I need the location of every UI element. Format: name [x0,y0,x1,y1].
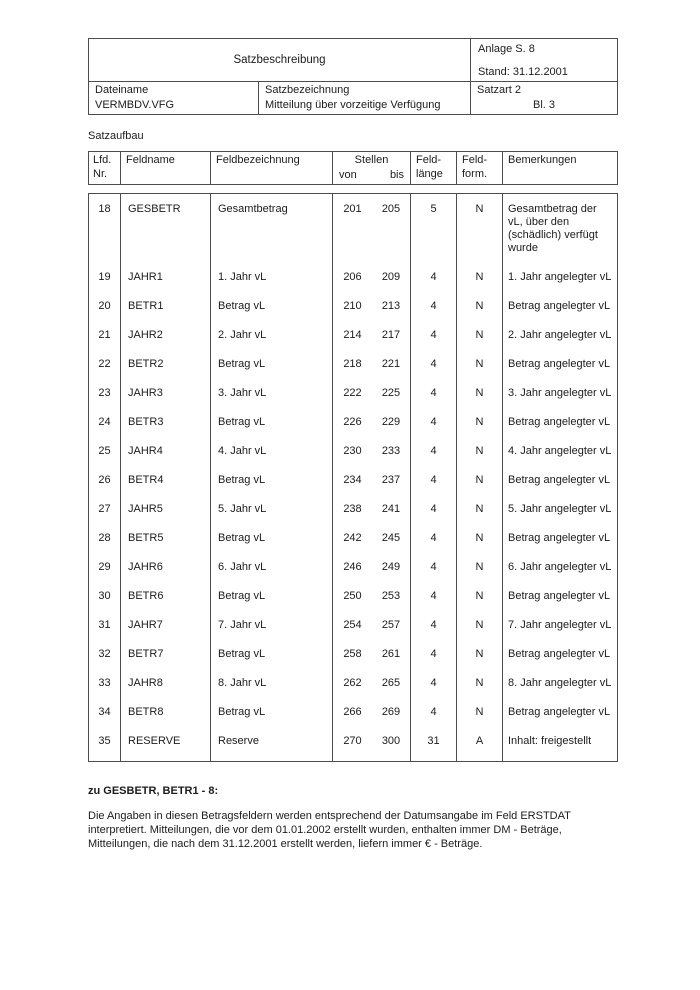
cell-feldform: N [457,610,503,639]
cell-feldbezeichnung: 7. Jahr vL [211,610,333,639]
table-row [89,639,617,668]
col-header-feldname: Feldname [121,152,211,184]
section-title: Satzaufbau [88,130,144,142]
cell-feldname: GESBETR [121,194,211,262]
cell-stellen-von: 254 [343,619,362,631]
field-table-body [88,193,618,762]
cell-feldlaenge: 4 [411,494,457,523]
table-row [89,697,617,726]
cell-lfd-nr: 33 [89,668,121,697]
stand-label: Stand: 31.12.2001 [478,66,568,78]
cell-stellen-bis: 237 [372,465,411,494]
col-header-feldform-line2: form. [462,167,488,180]
cell-stellen-bis: 241 [372,494,411,523]
cell-feldname: BETR5 [121,523,211,552]
cell-feldform: N [457,407,503,436]
cell-stellen-von: 214 [343,329,362,341]
cell-feldlaenge: 4 [411,581,457,610]
anlage-label: Anlage S. 8 [478,43,535,55]
cell-lfd-nr: 35 [89,726,121,761]
dateiname-cell [89,82,259,114]
col-header-feldlaenge-line1: Feld- [416,154,442,166]
cell-bemerkung: Betrag angelegter vL [508,300,611,312]
col-header-lfd-line2: Nr. [93,167,108,180]
cell-bemerkung: Betrag angelegter vL [508,358,611,370]
cell-stellen-von: 238 [343,503,362,515]
cell-stellen-bis: 269 [372,697,411,726]
cell-stellen-von: 266 [343,706,362,718]
cell-bemerkung: Inhalt: freigestellt [508,735,592,747]
cell-feldform: N [457,552,503,581]
cell-feldname: RESERVE [121,726,211,761]
cell-feldname: BETR4 [121,465,211,494]
cell-stellen-bis: 249 [372,552,411,581]
cell-feldform: N [457,523,503,552]
cell-feldlaenge: 4 [411,436,457,465]
cell-bemerkung: 2. Jahr angelegter vL [508,329,612,341]
cell-feldlaenge: 4 [411,523,457,552]
cell-stellen-von: 234 [343,474,362,486]
cell-feldname: BETR7 [121,639,211,668]
cell-bemerkung: 7. Jahr angelegter vL [508,619,612,631]
cell-feldbezeichnung: Betrag vL [211,639,333,668]
col-header-von: von [339,168,357,181]
cell-bemerkung: 4. Jahr angelegter vL [508,445,612,457]
dateiname-label: Dateiname [95,84,149,96]
cell-feldlaenge: 4 [411,668,457,697]
cell-bemerkung: Betrag angelegter vL [508,532,611,544]
cell-feldbezeichnung: Betrag vL [211,407,333,436]
cell-feldname: JAHR4 [121,436,211,465]
cell-lfd-nr: 31 [89,610,121,639]
satzbezeichnung-value: Mitteilung über vorzeitige Verfügung [265,99,441,111]
cell-lfd-nr: 26 [89,465,121,494]
cell-stellen-bis: 261 [372,639,411,668]
col-header-feldlaenge-line2: länge [416,167,443,180]
cell-feldlaenge: 4 [411,639,457,668]
header-meta-cell [471,39,617,81]
field-table-header [88,151,618,185]
cell-feldname: BETR1 [121,291,211,320]
cell-feldlaenge: 4 [411,407,457,436]
cell-stellen-bis: 213 [372,291,411,320]
satzart-label: Satzart 2 [477,84,522,96]
cell-feldbezeichnung: Betrag vL [211,581,333,610]
table-row [89,349,617,378]
cell-feldbezeichnung: 4. Jahr vL [211,436,333,465]
table-row [89,378,617,407]
cell-feldform: N [457,291,503,320]
cell-feldform: N [457,494,503,523]
cell-feldbezeichnung: Betrag vL [211,349,333,378]
cell-feldbezeichnung: Betrag vL [211,523,333,552]
cell-stellen-von: 201 [343,203,362,215]
col-header-feldform [457,152,503,184]
table-row [89,610,617,639]
table-row [89,262,617,291]
cell-stellen-bis: 209 [372,262,411,291]
cell-feldname: BETR6 [121,581,211,610]
footnote-heading: zu GESBETR, BETR1 - 8: [88,785,219,797]
cell-feldbezeichnung: 1. Jahr vL [211,262,333,291]
cell-feldlaenge: 4 [411,291,457,320]
table-row [89,523,617,552]
cell-feldbezeichnung: Reserve [211,726,333,761]
cell-feldform: N [457,639,503,668]
cell-stellen-bis: 253 [372,581,411,610]
document-title: Satzbeschreibung [89,39,471,81]
cell-bemerkung: 8. Jahr angelegter vL [508,677,612,689]
dateiname-value: VERMBDV.VFG [95,99,175,111]
col-header-feldform-line1: Feld- [462,154,488,166]
cell-bemerkung: Betrag angelegter vL [508,474,611,486]
cell-feldbezeichnung: 3. Jahr vL [211,378,333,407]
cell-feldname: BETR3 [121,407,211,436]
cell-bemerkung: 1. Jahr angelegter vL [508,271,612,283]
cell-feldlaenge: 4 [411,262,457,291]
table-row [89,320,617,349]
header-row-1 [89,39,617,81]
cell-feldbezeichnung: 6. Jahr vL [211,552,333,581]
cell-feldform: N [457,436,503,465]
document-content [88,38,618,851]
cell-stellen-von: 222 [343,387,362,399]
cell-feldname: JAHR3 [121,378,211,407]
col-header-feldlaenge [411,152,457,184]
col-header-bis: bis [389,168,404,181]
cell-feldform: N [457,262,503,291]
col-header-von-bis [333,169,410,185]
cell-feldbezeichnung: Betrag vL [211,291,333,320]
table-row [89,581,617,610]
cell-stellen-von: 262 [343,677,362,689]
cell-feldlaenge: 4 [411,697,457,726]
cell-stellen-bis: 257 [372,610,411,639]
cell-feldlaenge: 4 [411,610,457,639]
table-row [89,436,617,465]
cell-feldform: N [457,581,503,610]
cell-lfd-nr: 27 [89,494,121,523]
table-row [89,194,617,262]
cell-lfd-nr: 18 [89,194,121,262]
cell-lfd-nr: 30 [89,581,121,610]
table-row [89,668,617,697]
satzbezeichnung-cell [259,82,471,114]
cell-feldform: N [457,320,503,349]
cell-feldname: BETR2 [121,349,211,378]
cell-feldform: N [457,378,503,407]
cell-stellen-von: 206 [343,271,362,283]
header-row-2 [89,81,617,114]
cell-bemerkung: 3. Jahr angelegter vL [508,387,612,399]
cell-stellen-von: 246 [343,561,362,573]
footnote-text: Die Angaben in diesen Betragsfeldern werden entsprechend der Datumsangabe im Feld ERSTDAT interpretiert. Mitteilungen, die vor dem 01.01.2002 erstellt wurden, enthalten immer DM - Beträge, Mitteilungen, die nach dem 31.12.2001 erstellt werden, liefern immer € - Beträge. [88,810,571,850]
cell-bemerkung: 6. Jahr angelegter vL [508,561,612,573]
cell-bemerkung: Betrag angelegter vL [508,416,611,428]
cell-bemerkung: Gesamtbetrag der vL, über den (schädlich) verfügt wurde [508,203,598,254]
col-header-lfd-line1: Lfd. [93,154,112,166]
col-header-bemerkungen: Bemerkungen [508,154,577,166]
cell-feldlaenge: 31 [411,726,457,761]
cell-feldlaenge: 4 [411,378,457,407]
cell-stellen-bis: 221 [372,349,411,378]
cell-feldname: JAHR2 [121,320,211,349]
cell-feldbezeichnung: Betrag vL [211,465,333,494]
cell-bemerkung: Betrag angelegter vL [508,590,611,602]
cell-feldlaenge: 5 [411,194,457,262]
cell-stellen-von: 270 [343,735,362,747]
col-header-feldbezeichnung: Feldbezeichnung [211,152,333,184]
cell-stellen-bis: 300 [372,726,411,761]
cell-lfd-nr: 22 [89,349,121,378]
cell-stellen-bis: 245 [372,523,411,552]
cell-stellen-von: 258 [343,648,362,660]
cell-feldform: N [457,697,503,726]
cell-feldbezeichnung: Gesamtbetrag [211,194,333,262]
cell-lfd-nr: 21 [89,320,121,349]
cell-feldform: N [457,668,503,697]
col-header-lfd-nr [89,152,121,184]
col-header-stellen-label: Stellen [354,154,389,166]
cell-stellen-bis: 217 [372,320,411,349]
cell-stellen-von: 218 [343,358,362,370]
cell-stellen-von: 250 [343,590,362,602]
cell-bemerkung: Betrag angelegter vL [508,648,611,660]
cell-feldlaenge: 4 [411,349,457,378]
cell-stellen-von: 210 [343,300,362,312]
table-row [89,552,617,581]
cell-feldname: JAHR8 [121,668,211,697]
cell-feldname: BETR8 [121,697,211,726]
cell-feldform: N [457,194,503,262]
cell-stellen-von: 226 [343,416,362,428]
table-row [89,726,617,761]
cell-feldname: JAHR7 [121,610,211,639]
cell-stellen-von: 242 [343,532,362,544]
table-row [89,291,617,320]
cell-feldname: JAHR6 [121,552,211,581]
cell-feldbezeichnung: 8. Jahr vL [211,668,333,697]
blatt-label: Bl. 3 [532,99,555,111]
cell-lfd-nr: 24 [89,407,121,436]
cell-stellen-bis: 225 [372,378,411,407]
cell-feldform: A [457,726,503,761]
cell-lfd-nr: 32 [89,639,121,668]
cell-lfd-nr: 28 [89,523,121,552]
cell-bemerkung: 5. Jahr angelegter vL [508,503,612,515]
satzbezeichnung-label: Satzbezeichnung [265,84,350,96]
cell-feldlaenge: 4 [411,552,457,581]
cell-feldbezeichnung: 2. Jahr vL [211,320,333,349]
table-row [89,407,617,436]
cell-lfd-nr: 20 [89,291,121,320]
cell-feldbezeichnung: Betrag vL [211,697,333,726]
cell-lfd-nr: 34 [89,697,121,726]
cell-stellen-bis: 233 [372,436,411,465]
table-row [89,465,617,494]
cell-feldlaenge: 4 [411,320,457,349]
cell-stellen-von: 230 [343,445,362,457]
cell-lfd-nr: 25 [89,436,121,465]
cell-feldbezeichnung: 5. Jahr vL [211,494,333,523]
cell-feldname: JAHR5 [121,494,211,523]
table-row [89,494,617,523]
satzart-cell [471,82,617,114]
document-header-table [88,38,618,115]
cell-feldform: N [457,349,503,378]
cell-stellen-bis: 205 [372,194,411,262]
cell-feldform: N [457,465,503,494]
cell-lfd-nr: 29 [89,552,121,581]
cell-stellen-bis: 265 [372,668,411,697]
cell-lfd-nr: 23 [89,378,121,407]
cell-lfd-nr: 19 [89,262,121,291]
cell-stellen-bis: 229 [372,407,411,436]
cell-feldlaenge: 4 [411,465,457,494]
cell-feldname: JAHR1 [121,262,211,291]
cell-bemerkung: Betrag angelegter vL [508,706,611,718]
col-header-stellen [333,152,411,184]
